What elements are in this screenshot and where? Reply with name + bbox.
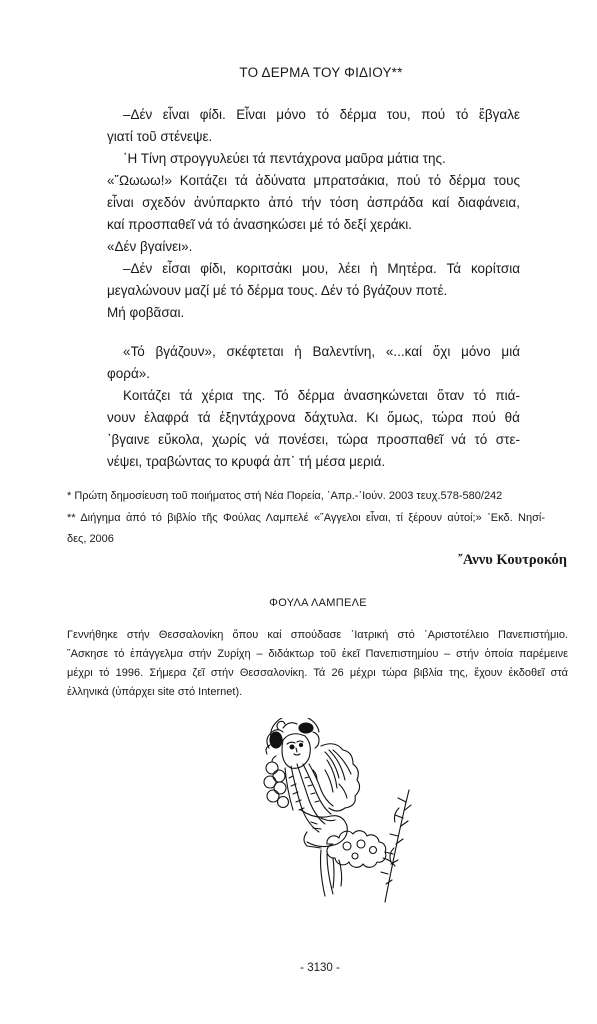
footnote-line: δες, 2006 <box>67 533 114 545</box>
angel-grapes <box>264 756 289 808</box>
text-line: εἶναι σχεδόν ἀνύπαρκτο ἀπό τήν τόση ἀσπράδα καί διαφάνεια, <box>107 195 520 210</box>
text-line: ῾Η Τίνη στρογγυλεύει τά πεντάχρονα μαῦρα μάτια της. <box>123 151 446 166</box>
text-line: φορά». <box>107 366 151 381</box>
text-line: ᾿βγαινε εὔκολα, χωρίς νά πονέσει, τώρα προσπαθεῖ νά τό στε- <box>107 432 520 447</box>
text-line: –Δέν εἶσαι φίδι, κοριτσάκι μου, λέει ἡ Μητέρα. Τά κορίτσια <box>123 261 520 276</box>
text-line: «῎Ωωωω!» Κοιτάζει τά ἀδύνατα μπρατσάκια, πού τό δέρμα τους <box>107 173 520 188</box>
story-title: ΤΟ ΔΕΡΜΑ ΤΟΥ ΦΙΔΙΟΥ** <box>239 65 403 80</box>
story-text-part-1 <box>107 104 520 324</box>
text-line: νουν ἐλαφρά τά ἑξηντάχρονα δάχτυλα. Κι ὅμως, τώρα πού θά <box>107 410 520 425</box>
angel-wing <box>321 744 360 811</box>
bio-line: ἑλληνικά (ὑπάρχει site στό Internet). <box>67 686 243 698</box>
bio-line: Γεννήθηκε στήν Θεσσαλονίκη ὅπου καί σπούδασε ᾿Ιατρική στό ᾿Αριστοτέλειο Πανεπιστήμιο. <box>67 629 568 641</box>
author-signature: ῎Αννυ Κουτροκόη <box>458 552 567 568</box>
bio-line: ῎Ασκησε τό ἐπάγγελμα στήν Ζυρίχη – διδάκτωρ τοῦ ἐκεῖ Πανεπιστημίου – στήν ὁποία παρέμεινε <box>67 648 568 660</box>
bio-heading: ΦΟΥΛΑ ΛΑΜΠΕΛΕ <box>269 597 367 609</box>
page-number: - 3130 - <box>300 962 340 974</box>
angel-leg <box>301 810 347 848</box>
text-line: καί προσπαθεῖ νά τό ἀνασηκώσει μέ τό δεξί χεράκι. <box>107 217 413 232</box>
footnote-line: ** Διήγημα ἀπό τό βιβλίο τῆς Φούλας Λαμπελέ «῞Αγγελοι εἶναι, τί ξέρουν αὐτοί;» ᾿Εκδ. Νησί- <box>67 511 545 524</box>
text-line: μεγαλώνουν μαζί μέ τό δέρμα τους. Δέν τό βγάζουν ποτέ. <box>107 283 448 298</box>
bio-line: μέχρι τό 1996. Σήμερα ζεῖ στήν Θεσσαλονίκη. Τά 26 μέχρι τώρα βιβλία της, ἔχουν ἐκδοθεῖ στά <box>67 667 568 679</box>
author-bio <box>67 626 568 702</box>
text-line: «Τό βγάζουν», σκέφτεται ἡ Βαλεντίνη, «...καί ὄχι μόνο μιά <box>123 344 520 359</box>
text-line: Μή φοβᾶσαι. <box>107 305 185 320</box>
footnotes <box>67 486 545 551</box>
text-line: γιατί τοῦ στένεψε. <box>107 129 213 144</box>
text-line: νέψει, τραβώντας το κρυφά ἀπ᾿ τή μέσα μεριά. <box>107 454 386 469</box>
angel-robe <box>285 764 333 832</box>
text-line: Κοιτάζει τά χέρια της. Τό δέρμα ἀνασηκώνεται ὅταν τό πιά- <box>123 388 520 403</box>
angel-illustration <box>263 718 413 903</box>
text-line: –Δέν εἶναι φίδι. Εἶναι μόνο τό δέρμα του, πού τό ἔβγαλε <box>123 107 520 122</box>
story-text-part-2 <box>107 341 520 473</box>
text-line: «Δέν βγαίνει». <box>107 239 193 254</box>
footnote-line: * Πρώτη δημοσίευση τοῦ ποιήματος στή Νέα Πορεία, ᾿Απρ.-᾿Ιούν. 2003 τευχ.578-580/242 <box>67 490 503 502</box>
angel-cloud <box>327 831 395 868</box>
